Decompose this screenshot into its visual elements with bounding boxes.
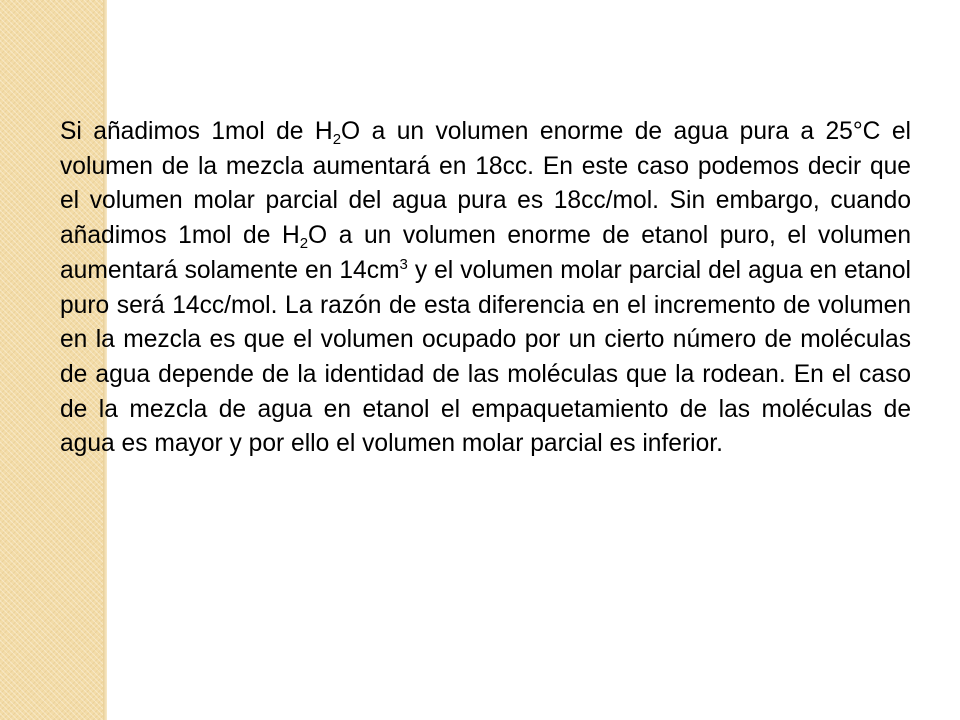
body-paragraph <box>60 115 911 462</box>
subscript-2-second: 2 <box>299 235 309 253</box>
subscript-2: 2 <box>332 131 342 148</box>
paragraph-text-4: y el volumen molar parcial del agua en etanol puro será 14cc/mol. La razón de esta diferencia en el incremento de volumen en la mezcla es que el volumen ocupado por un cierto número de moléculas de agua depende de la identidad de las moléculas que la rodean. En el caso de la mezcla de agua en etanol el empaquetamiento de las moléculas de agua es mayor y por ello el volumen molar parcial es inferior. <box>60 256 911 458</box>
paragraph-text-3: O a un volumen enorme de etanol puro, el volumen aumentará solamente en 14cm <box>60 222 911 284</box>
superscript-3: 3 <box>399 255 408 273</box>
paragraph-text-1: Si añadimos 1mol de H <box>60 118 333 145</box>
paragraph-text-2: O a un volumen enorme de agua pura a 25°C el volumen de la mezcla aumentará en 18cc. En este caso podemos decir que el volumen molar parcial del agua pura es 18cc/mol. Sin embargo, cuando añadimos 1mol de H <box>60 118 911 250</box>
slide-body <box>60 115 911 462</box>
